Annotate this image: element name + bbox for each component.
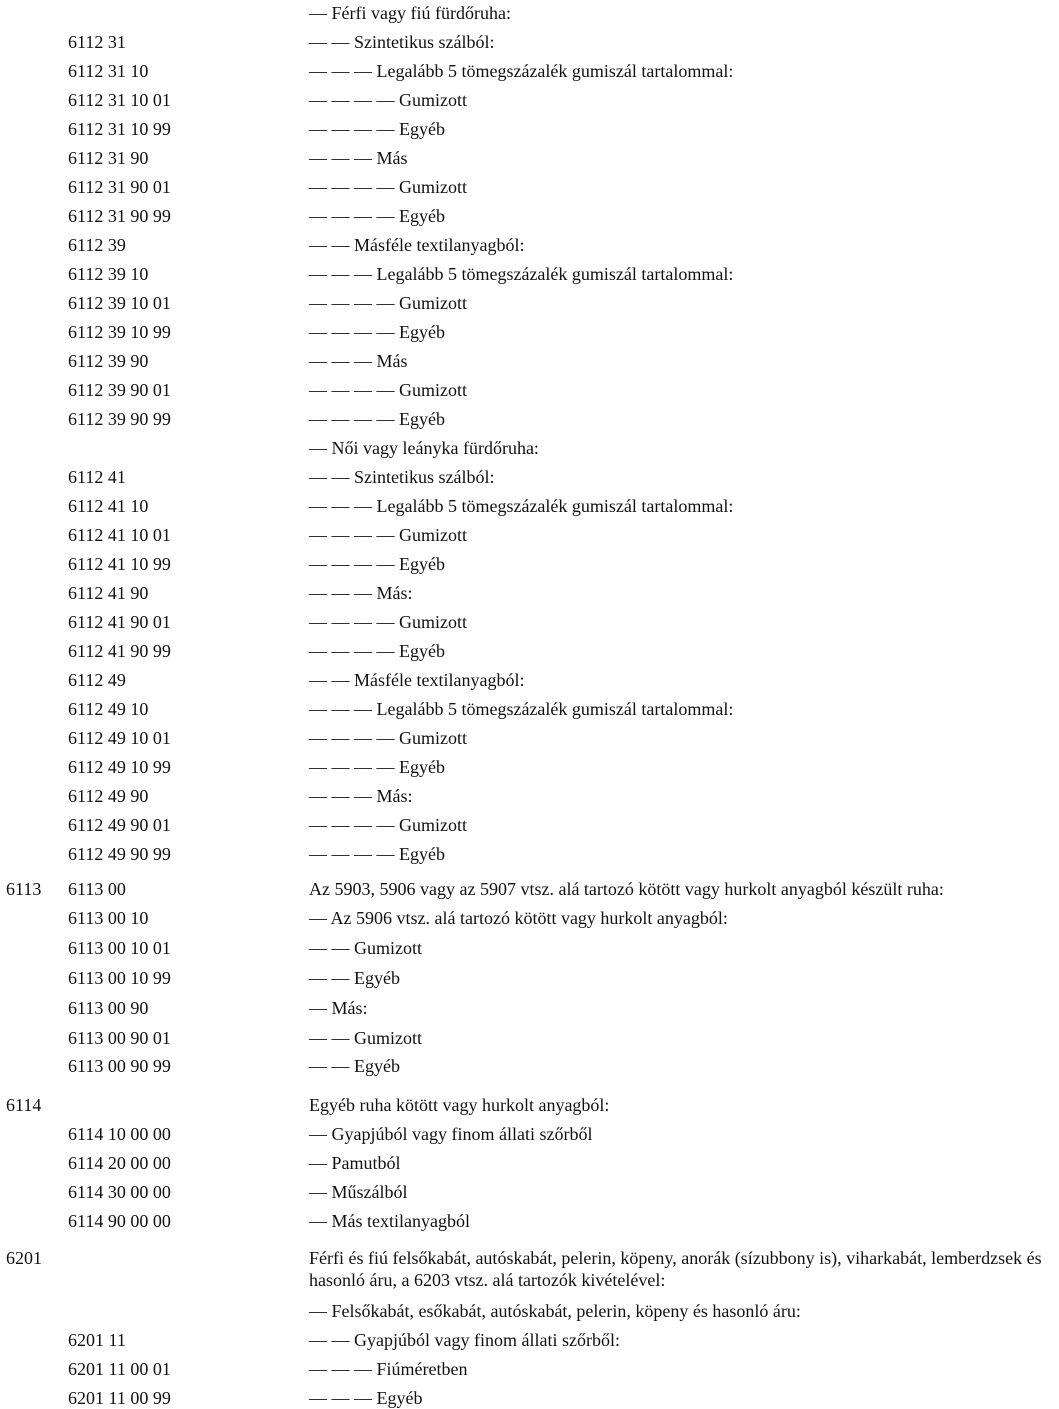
tariff-code: 6112 31 90 99: [68, 206, 171, 226]
item-description: — — — Legalább 5 tömegszázalék gumiszál tartalommal:: [309, 264, 734, 284]
tariff-code: 6113 00 90 01: [68, 1028, 171, 1048]
heading-number: 6113: [6, 879, 42, 899]
tariff-code: 6113 00 10: [68, 908, 149, 928]
item-description: — — — Legalább 5 tömegszázalék gumiszál tartalommal:: [309, 496, 734, 516]
item-description: — — — Egyéb: [309, 1388, 423, 1408]
tariff-code: 6113 00 90 99: [68, 1056, 171, 1076]
heading-number: 6201: [6, 1248, 42, 1268]
tariff-code: 6112 49 10: [68, 699, 149, 719]
item-description: — — — Legalább 5 tömegszázalék gumiszál tartalommal:: [309, 61, 734, 81]
item-description: — — — — Egyéb: [309, 641, 445, 661]
tariff-code: 6201 11: [68, 1330, 126, 1350]
tariff-code: 6112 41 10 01: [68, 525, 171, 545]
tariff-code: 6114 30 00 00: [68, 1182, 171, 1202]
item-description: — — — — Gumizott: [309, 728, 467, 748]
tariff-code: 6112 49: [68, 670, 126, 690]
tariff-code: 6114 20 00 00: [68, 1153, 171, 1173]
item-description: — Férfi vagy fiú fürdőruha:: [309, 3, 511, 23]
tariff-code: 6113 00: [68, 879, 126, 899]
item-description: — — Másféle textilanyagból:: [309, 235, 525, 255]
tariff-code: 6113 00 10 99: [68, 968, 171, 988]
tariff-code: 6112 41 90 99: [68, 641, 171, 661]
tariff-code: 6112 31 10 99: [68, 119, 171, 139]
item-description: — — Szintetikus szálból:: [309, 32, 495, 52]
tariff-code: 6112 41: [68, 467, 126, 487]
tariff-code: 6112 31 10: [68, 61, 149, 81]
tariff-code: 6113 00 10 01: [68, 938, 171, 958]
tariff-code: 6112 39 10: [68, 264, 149, 284]
tariff-code: 6112 39 10 01: [68, 293, 171, 313]
tariff-code: 6112 39 90 01: [68, 380, 171, 400]
item-description: — — Gumizott: [309, 1028, 422, 1048]
item-description: — — — — Gumizott: [309, 293, 467, 313]
tariff-code: 6112 49 10 99: [68, 757, 171, 777]
tariff-code: 6112 41 90 01: [68, 612, 171, 632]
tariff-code: 6112 39: [68, 235, 126, 255]
tariff-code: 6112 39 10 99: [68, 322, 171, 342]
tariff-code: 6112 49 10 01: [68, 728, 171, 748]
item-description: — Műszálból: [309, 1182, 408, 1202]
item-description: — — — Más:: [309, 583, 413, 603]
item-description: — Más:: [309, 998, 368, 1018]
heading-number: 6114: [6, 1095, 42, 1115]
tariff-code: 6112 49 90: [68, 786, 149, 806]
item-description: Férfi és fiú felsőkabát, autóskabát, pelerin, köpeny, anorák (sízubbony is), viharkabát, lemberdzsek és hasonló áru, a 6203 vtsz. alá tartozók kivételével:: [309, 1248, 1042, 1290]
item-description: Az 5903, 5906 vagy az 5907 vtsz. alá tartozó kötött vagy hurkolt anyagból készült ruha:: [309, 879, 944, 899]
item-description: — — — — Egyéb: [309, 409, 445, 429]
item-description: — — — — Egyéb: [309, 844, 445, 864]
item-description: — Gyapjúból vagy finom állati szőrből: [309, 1124, 593, 1144]
item-description: — — — Más: [309, 148, 408, 168]
item-description: — — — — Gumizott: [309, 90, 467, 110]
item-description: — — — Más:: [309, 786, 413, 806]
tariff-code: 6112 49 90 01: [68, 815, 171, 835]
item-description: — — — — Gumizott: [309, 612, 467, 632]
item-description: — Női vagy leányka fürdőruha:: [309, 438, 539, 458]
item-description: — Más textilanyagból: [309, 1211, 470, 1231]
tariff-code: 6112 41 10: [68, 496, 149, 516]
item-description: — — — — Gumizott: [309, 815, 467, 835]
item-description: — — — — Egyéb: [309, 554, 445, 574]
item-description: — — — Legalább 5 tömegszázalék gumiszál tartalommal:: [309, 699, 734, 719]
item-description: — — Másféle textilanyagból:: [309, 670, 525, 690]
tariff-code: 6201 11 00 99: [68, 1388, 171, 1408]
item-description: Egyéb ruha kötött vagy hurkolt anyagból:: [309, 1095, 610, 1115]
item-description: — — — Más: [309, 351, 408, 371]
item-description: — — — — Gumizott: [309, 525, 467, 545]
item-description: — — — Fiúméretben: [309, 1359, 468, 1379]
tariff-code: 6114 10 00 00: [68, 1124, 171, 1144]
item-description: — — Egyéb: [309, 1056, 400, 1076]
tariff-code: 6201 11 00 01: [68, 1359, 171, 1379]
tariff-code: 6112 31 90: [68, 148, 149, 168]
tariff-code: 6112 41 90: [68, 583, 149, 603]
item-description: — Pamutból: [309, 1153, 401, 1173]
tariff-code: 6112 39 90 99: [68, 409, 171, 429]
tariff-code: 6112 39 90: [68, 351, 149, 371]
item-description: — — — — Egyéb: [309, 322, 445, 342]
item-description: — — Egyéb: [309, 968, 400, 988]
item-description: — Felsőkabát, esőkabát, autóskabát, pelerin, köpeny és hasonló áru:: [309, 1301, 801, 1321]
item-description: — — — — Egyéb: [309, 119, 445, 139]
item-description: — Az 5906 vtsz. alá tartozó kötött vagy hurkolt anyagból:: [309, 908, 728, 928]
item-description: — — — — Gumizott: [309, 380, 467, 400]
tariff-code: 6112 49 90 99: [68, 844, 171, 864]
item-description: — — — — Gumizott: [309, 177, 467, 197]
tariff-code: 6112 31 10 01: [68, 90, 171, 110]
tariff-code: 6112 41 10 99: [68, 554, 171, 574]
item-description: — — Gyapjúból vagy finom állati szőrből:: [309, 1330, 620, 1350]
tariff-code: 6112 31 90 01: [68, 177, 171, 197]
item-description: — — — — Egyéb: [309, 206, 445, 226]
tariff-code: 6114 90 00 00: [68, 1211, 171, 1231]
item-description: — — — — Egyéb: [309, 757, 445, 777]
item-description: — — Szintetikus szálból:: [309, 467, 495, 487]
tariff-code: 6112 31: [68, 32, 126, 52]
tariff-code: 6113 00 90: [68, 998, 149, 1018]
item-description: — — Gumizott: [309, 938, 422, 958]
